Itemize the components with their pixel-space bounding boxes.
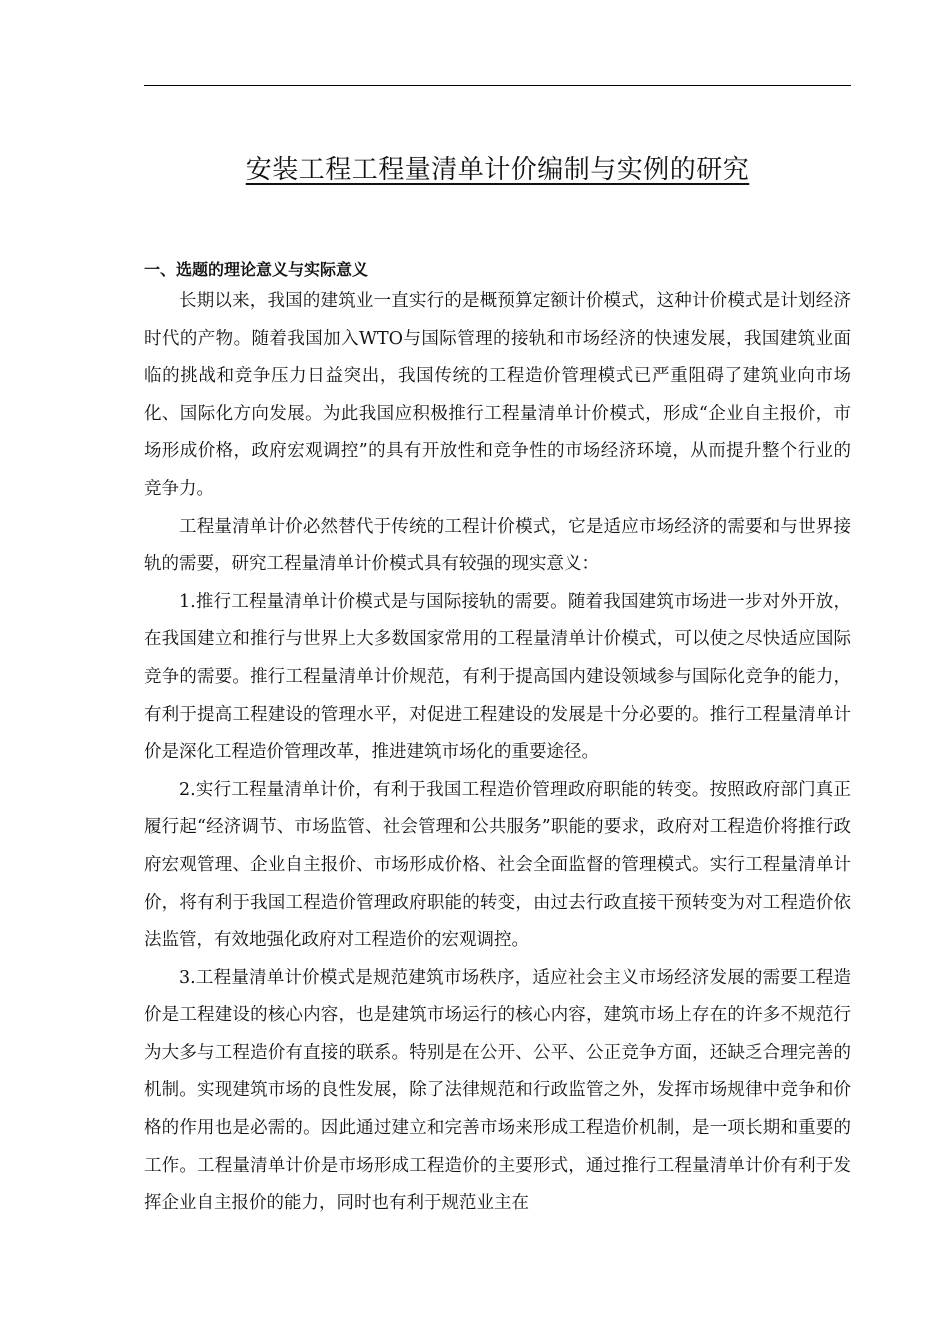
section-heading: 一、选题的理论意义与实际意义 [144, 260, 369, 279]
header-rule [144, 85, 851, 86]
section-body [144, 283, 851, 1223]
document-title-text: 安装工程工程量清单计价编制与实例的研究 [245, 155, 750, 185]
paragraph: 长期以来，我国的建筑业一直实行的是概预算定额计价模式，这种计价模式是计划经济时代的产物。随着我国加入WTO与国际管理的接轨和市场经济的快速发展，我国建筑业面临的挑战和竞争压力日益突出，我国传统的工程造价管理模式已严重阻碍了建筑业向市场化、国际化方向发展。为此我国应积极推行工程量清单计价模式，形成“企业自主报价，市场形成价格，政府宏观调控”的具有开放性和竞争性的市场经济环境，从而提升整个行业的竞争力。 [144, 291, 851, 499]
document-title [144, 150, 851, 190]
paragraph: 1.推行工程量清单计价模式是与国际接轨的需要。随着我国建筑市场进一步对外开放，在我国建立和推行与世界上大多数国家常用的工程量清单计价模式，可以使之尽快适应国际竞争的需要。推行工程量清单计价规范，有利于提高国内建设领域参与国际化竞争的能力，有利于提高工程建设的管理水平，对促进工程建设的发展是十分必要的。推行工程量清单计价是深化工程造价管理改革，推进建筑市场化的重要途径。 [144, 591, 851, 763]
paragraph: 工程量清单计价必然替代于传统的工程计价模式，它是适应市场经济的需要和与世界接轨的需要，研究工程量清单计价模式具有较强的现实意义： [144, 516, 851, 575]
paragraph: 2.实行工程量清单计价，有利于我国工程造价管理政府职能的转变。按照政府部门真正履行起“经济调节、市场监管、社会管理和公共服务”职能的要求，政府对工程造价将推行政府宏观管理、企业自主报价、市场形成价格、社会全面监督的管理模式。实行工程量清单计价，将有利于我国工程造价管理政府职能的转变，由过去行政直接干预转变为对工程造价依法监管，有效地强化政府对工程造价的宏观调控。 [144, 779, 851, 951]
paragraph: 3.工程量清单计价模式是规范建筑市场秩序，适应社会主义市场经济发展的需要工程造价是工程建设的核心内容，也是建筑市场运行的核心内容，建筑市场上存在的许多不规范行为大多与工程造价有直接的联系。特别是在公开、公平、公正竞争方面，还缺乏合理完善的机制。实现建筑市场的良性发展，除了法律规范和行政监管之外，发挥市场规律中竞争和价格的作用也是必需的。因此通过建立和完善市场来形成工程造价机制，是一项长期和重要的工作。工程量清单计价是市场形成工程造价的主要形式，通过推行工程量清单计价有利于发挥企业自主报价的能力，同时也有利于规范业主在 [144, 967, 851, 1214]
